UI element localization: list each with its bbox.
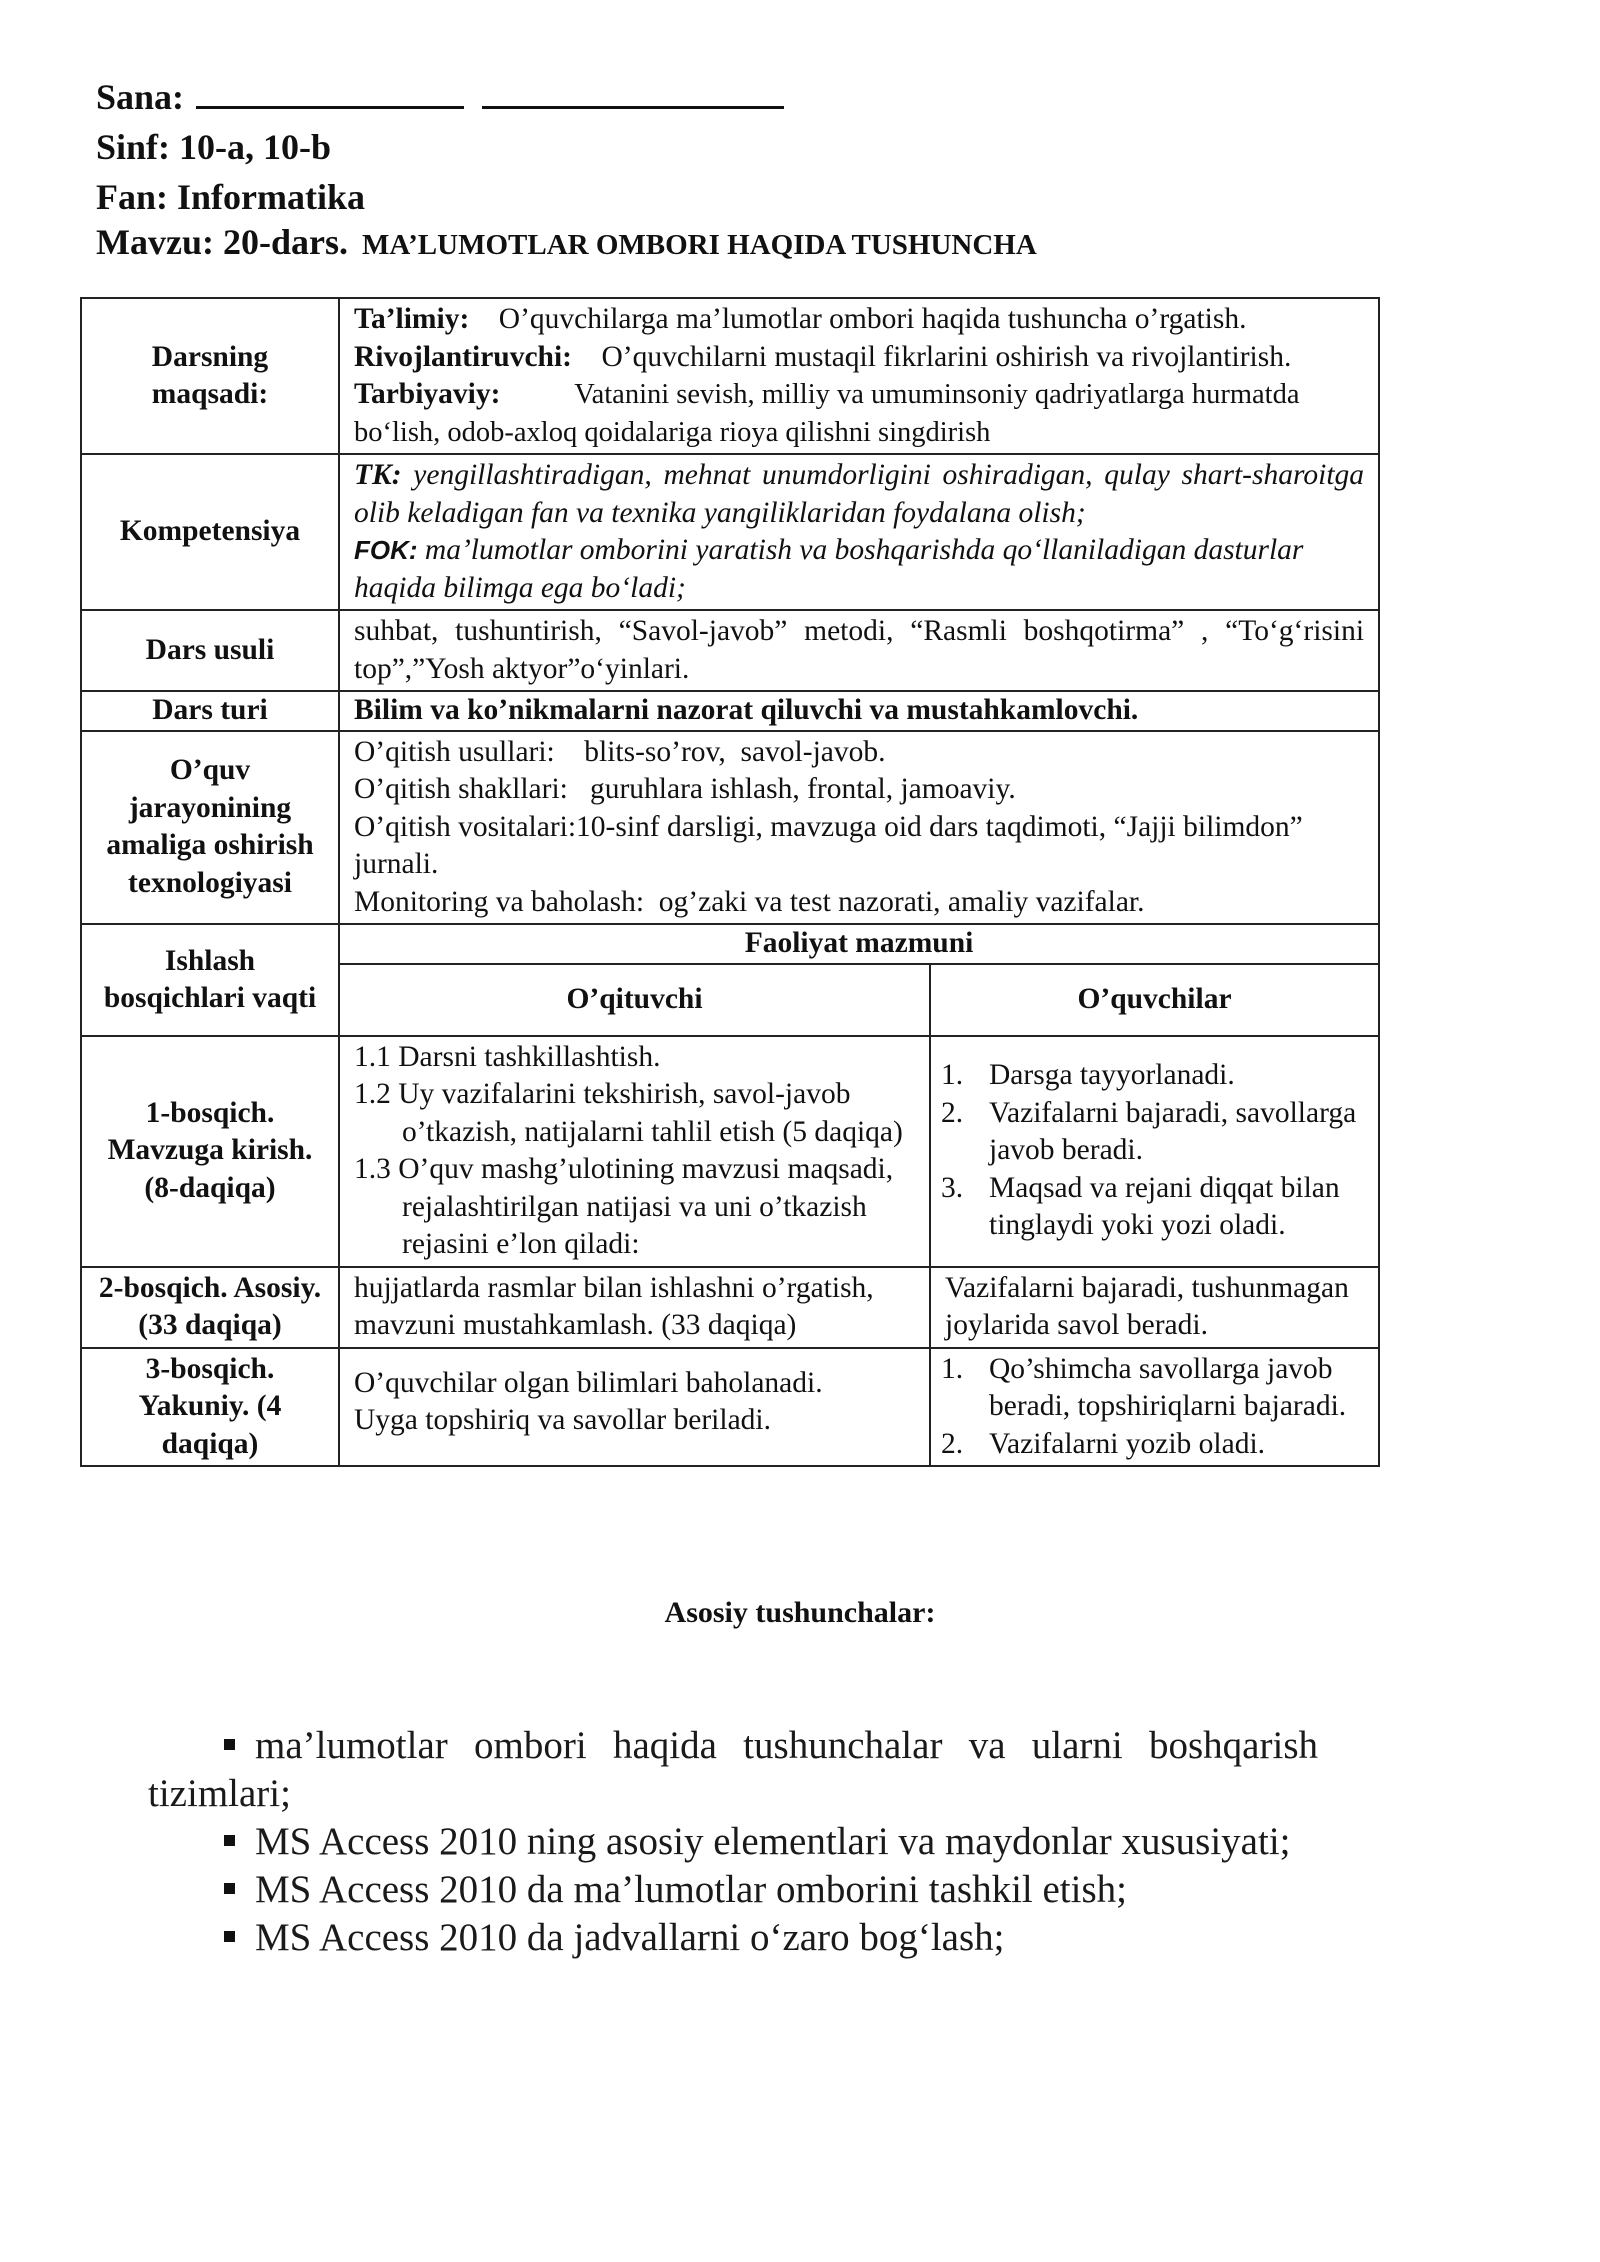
list-item: 2. Vazifalarni yozib oladi. (941, 1427, 1266, 1460)
stage1-label: 1-bosqich. Mavzuga kirish. (8-daqiqa) (81, 1036, 339, 1267)
bullet-icon (224, 1835, 235, 1846)
stage3-students (930, 1348, 1379, 1467)
stage3-row (81, 1348, 1379, 1467)
stage2-students: Vazifalarni bajaradi, tushunmagan joylarida savol beradi. (930, 1267, 1379, 1348)
stage2-teacher: hujjatlarda rasmlar bilan ishlashni o’rgatish, mavzuni mustahkamlash. (33 daqiqa) (339, 1267, 930, 1348)
technology-label: O’quv jarayonining amaliga oshirish texnologiyasi (81, 731, 339, 925)
type-row (81, 691, 1379, 731)
date-blank-1 (196, 76, 464, 109)
technology-line: O’qitish usullari: blits-so’rov, savol-javob. (354, 735, 886, 768)
list-item: 2. Vazifalarni bajaradi, savollarga javob beradi. (941, 1096, 1357, 1167)
list-item: MS Access 2010 da jadvallarni o‘zaro bog‘lash; (148, 1914, 1318, 1962)
tk-text: yengillashtiradigan, mehnat unumdorligini oshiradigan, qulay shart-sharoitga olib keladigan fan va texnika yangiliklaridan foydalana olish; (354, 459, 1365, 529)
competence-row (81, 454, 1379, 610)
developmental-goal-label: Rivojlantiruvchi: (354, 340, 572, 373)
bullet-icon (224, 1883, 235, 1894)
goal-row (81, 298, 1379, 454)
topic-line (96, 222, 1396, 265)
stages-label: Ishlash bosqichlari vaqti (81, 924, 339, 1036)
educational-goal-label: Ta’limiy: (354, 303, 470, 335)
topic-label: Mavzu: 20-dars. (96, 222, 348, 262)
fok-label: FOK: (354, 535, 418, 565)
stage3-teacher-line: O’quvchilar olgan bilimlari baholanadi. (354, 1366, 823, 1399)
method-row (81, 610, 1379, 691)
technology-line: Monitoring va baholash: og’zaki va test nazorati, amaliy vazifalar. (354, 885, 1145, 918)
list-item: 1. Qo’shimcha savollarga javob beradi, topshiriqlarni bajaradi. (941, 1352, 1347, 1422)
lesson-plan-table (80, 297, 1380, 1467)
type-text: Bilim va ko’nikmalarni nazorat qiluvchi va mustahkamlovchi. (339, 691, 1379, 731)
list-item: 1. Darsga tayyorlanadi. (941, 1059, 1235, 1092)
stage1-teacher-item: 1.1 Darsni tashkillashtish. (354, 1040, 661, 1073)
technology-row (81, 731, 1379, 925)
date-blank-2 (482, 76, 784, 109)
stage3-label: 3-bosqich. Yakuniy. (4 daqiqa) (81, 1348, 339, 1467)
list-item: MS Access 2010 ning asosiy elementlari va maydonlar xususiyati; (148, 1818, 1318, 1866)
list-item: 3. Maqsad va rejani diqqat bilan tinglaydi yoki yozi oladi. (941, 1171, 1340, 1242)
developmental-goal-text: O’quvchilarni mustaqil fikrlarini oshirish va rivojlantirish. (601, 340, 1292, 373)
educational-goal-text: O’quvchilarga ma’lumotlar ombori haqida tushuncha o’rgatish. (498, 303, 1247, 335)
stage2-label: 2-bosqich. Asosiy. (33 daqiqa) (81, 1267, 339, 1348)
type-label: Dars turi (81, 691, 339, 731)
goal-content (339, 298, 1379, 454)
stage2-row (81, 1267, 1379, 1348)
topic-title: MA’LUMOTLAR OMBORI HAQIDA TUSHUNCHA (361, 229, 1037, 261)
goal-label: Darsning maqsadi: (81, 298, 339, 454)
technology-line: O’qitish vositalari:10-sinf darsligi, mavzuga oid dars taqdimoti, “Jajji bilimdon” jurnali. (354, 810, 1303, 880)
teacher-column-header: O’qituvchi (339, 964, 930, 1036)
competence-label: Kompetensiya (81, 454, 339, 610)
upbringing-goal-label: Tarbiyaviy: (354, 378, 501, 410)
stage1-teacher-item: 1.3 O’quv mashg’ulotining mavzusi maqsadi, rejalashtirilgan natijasi va uni o’tkazish rejasini e’lon qiladi: (354, 1153, 894, 1260)
subject-line: Fan: Informatika (96, 177, 365, 217)
list-item: ma’lumotlar ombori haqida tushunchalar va ularni boshqarish tizimlari; (148, 1724, 1318, 1815)
stage3-teacher (339, 1348, 930, 1467)
stage1-students (930, 1036, 1379, 1267)
stage1-row (81, 1036, 1379, 1267)
upbringing-goal-text: Vatanini sevish, milliy va umuminsoniy qadriyatlarga hurmatda bo‘lish, odob-axloq qoidalariga rioya qilishni singdirish (354, 379, 1300, 448)
date-label: Sana: (96, 77, 185, 117)
stages-header-row (81, 924, 1379, 964)
tk-label: TK: (354, 459, 402, 491)
technology-line: O’qitish shakllari: guruhlarа ishlash, frontal, jamoaviy. (354, 773, 1016, 805)
students-column-header: O’quvchilar (930, 964, 1379, 1036)
stage3-students-list (941, 1351, 1364, 1464)
class-line: Sinf: 10-a, 10-b (96, 127, 332, 167)
activity-header: Faoliyat mazmuni (339, 924, 1379, 964)
stage3-teacher-line: Uyga topshiriq va savollar beriladi. (354, 1404, 771, 1436)
method-label: Dars usuli (81, 610, 339, 691)
competence-content (339, 454, 1379, 610)
stage1-teacher (339, 1036, 930, 1267)
stage1-students-list (941, 1057, 1364, 1245)
key-concepts-list (148, 1722, 1318, 1962)
lesson-header (96, 72, 1396, 265)
bullet-icon (224, 1931, 235, 1942)
bullet-icon (224, 1739, 235, 1750)
date-line (96, 72, 1396, 122)
technology-content (339, 731, 1379, 925)
list-item: MS Access 2010 da ma’lumotlar omborini tashkil etish; (148, 1866, 1318, 1914)
fok-text: ma’lumotlar omborini yaratish va boshqarishda qo‘llaniladigan dasturlar haqida bilimga ega bo‘ladi; (354, 534, 1304, 604)
key-concepts-title: Asosiy tushunchalar: (664, 1596, 936, 1629)
method-text: suhbat, tushuntirish, “Savol-javob” metodi, “Rasmli boshqotirma” , “To‘g‘risini top”,”Yosh aktyor”o‘yinlari. (339, 610, 1379, 691)
stage1-teacher-item: 1.2 Uy vazifalarini tekshirish, savol-javob o’tkazish, natijalarni tahlil etish (5 daqiqa) (354, 1078, 903, 1148)
